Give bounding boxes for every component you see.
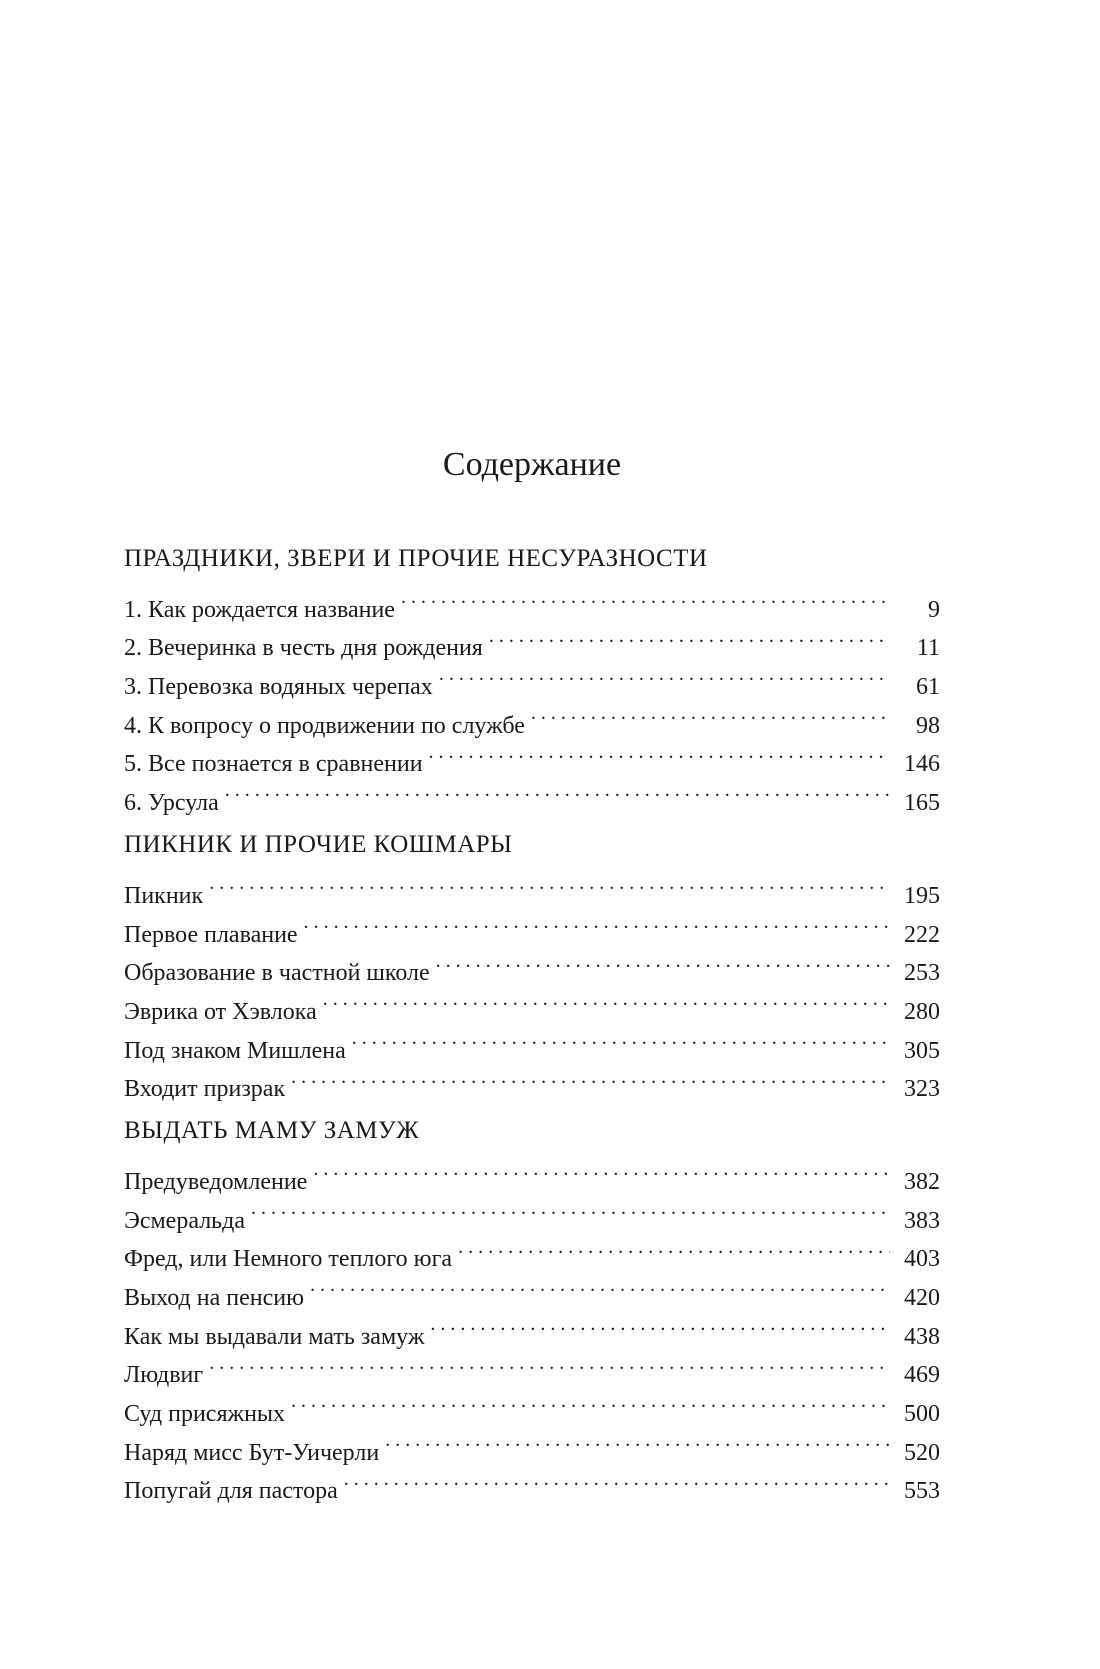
toc-entry (124, 1228, 940, 1273)
dot-leader (430, 1305, 890, 1344)
entry-title: Наряд мисс Бут-Уичерли (124, 1439, 380, 1466)
dot-leader (344, 1460, 890, 1499)
dot-leader (436, 942, 890, 981)
section-heading: ВЫДАТЬ МАМУ ЗАМУЖ (124, 1117, 420, 1145)
toc-entry (124, 1382, 940, 1428)
entry-page-number: 438 (904, 1323, 940, 1350)
entry-page-number: 383 (904, 1207, 940, 1234)
entry-page-number: 195 (904, 882, 940, 909)
dot-leader (323, 980, 890, 1019)
entry-page-number: 500 (904, 1401, 940, 1428)
dot-leader (291, 1382, 890, 1421)
toc-section (124, 540, 940, 817)
dot-leader (489, 617, 890, 656)
toc-section (124, 1112, 940, 1505)
entry-title: Предуведомление (124, 1168, 308, 1195)
dot-leader (439, 655, 890, 694)
entry-page-number: 382 (904, 1168, 940, 1195)
dot-leader (401, 578, 890, 617)
dot-leader (251, 1189, 890, 1228)
entry-page-number: 61 (916, 674, 940, 701)
entry-title: 2. Вечеринка в честь дня рождения (124, 635, 483, 662)
entry-title: Под знаком Мишлена (124, 1037, 346, 1064)
entry-page-number: 11 (916, 635, 940, 662)
entry-page-number: 165 (904, 790, 940, 817)
entry-title: 1. Как рождается название (124, 596, 395, 623)
dot-leader (458, 1228, 890, 1267)
section-heading: ПРАЗДНИКИ, ЗВЕРИ И ПРОЧИЕ НЕСУРАЗНОСТИ (124, 545, 708, 572)
entry-title: Суд присяжных (124, 1401, 286, 1428)
entry-page-number: 403 (904, 1246, 940, 1273)
entry-title: Как мы выдавали мать замуж (124, 1323, 425, 1350)
entry-page-number: 305 (904, 1037, 940, 1064)
entry-title: 5. Все познается в сравнении (124, 751, 423, 778)
entry-page-number: 253 (904, 960, 940, 987)
dot-leader (209, 864, 890, 903)
dot-leader (352, 1019, 890, 1058)
entry-page-number: 280 (904, 998, 940, 1025)
entry-title: Пикник (124, 882, 204, 909)
toc-entry (124, 1150, 940, 1195)
toc-entry (124, 1344, 940, 1389)
dot-leader (531, 694, 890, 733)
toc-title: Содержание (442, 446, 622, 483)
entry-title: Эсмеральда (124, 1207, 245, 1234)
dot-leader (209, 1344, 890, 1383)
entry-page-number: 98 (916, 712, 940, 739)
dot-leader (225, 771, 890, 810)
entry-title: 4. К вопросу о продвижении по службе (124, 712, 525, 739)
entry-title: 3. Перевозка водяных черепах (124, 674, 433, 701)
dot-leader (304, 903, 890, 942)
entry-title: Эврика от Хэвлока (124, 998, 317, 1025)
toc-entry (124, 864, 940, 909)
entry-title: Входит призрак (124, 1076, 286, 1103)
dot-leader (310, 1266, 890, 1305)
entry-page-number: 553 (904, 1478, 940, 1505)
dot-leader (429, 733, 890, 772)
section-heading: ПИКНИК И ПРОЧИЕ КОШМАРЫ (124, 831, 513, 859)
toc-entry (124, 903, 940, 948)
entry-page-number: 520 (904, 1439, 940, 1466)
dot-leader (313, 1150, 890, 1189)
entry-title: Людвиг (124, 1362, 204, 1389)
entry-title: Выход на пенсию (124, 1285, 304, 1311)
dot-leader (385, 1421, 890, 1460)
entry-page-number: 146 (904, 751, 940, 778)
entry-page-number: 420 (904, 1285, 940, 1311)
dot-leader (291, 1058, 890, 1097)
toc-entry (124, 771, 940, 817)
table-of-contents (124, 540, 940, 1514)
entry-page-number: 222 (904, 921, 940, 948)
entry-page-number: 323 (904, 1076, 940, 1103)
entry-title: 6. Урсула (124, 790, 219, 817)
entry-page-number: 9 (928, 596, 940, 623)
toc-section (124, 826, 940, 1103)
entry-title: Первое плавание (124, 921, 298, 948)
entry-title: Образование в частной школе (124, 960, 430, 987)
entry-title: Попугай для пастора (124, 1478, 338, 1505)
entry-page-number: 469 (904, 1362, 940, 1389)
toc-entry (124, 578, 940, 623)
entry-title: Фред, или Немного теплого юга (124, 1246, 453, 1273)
